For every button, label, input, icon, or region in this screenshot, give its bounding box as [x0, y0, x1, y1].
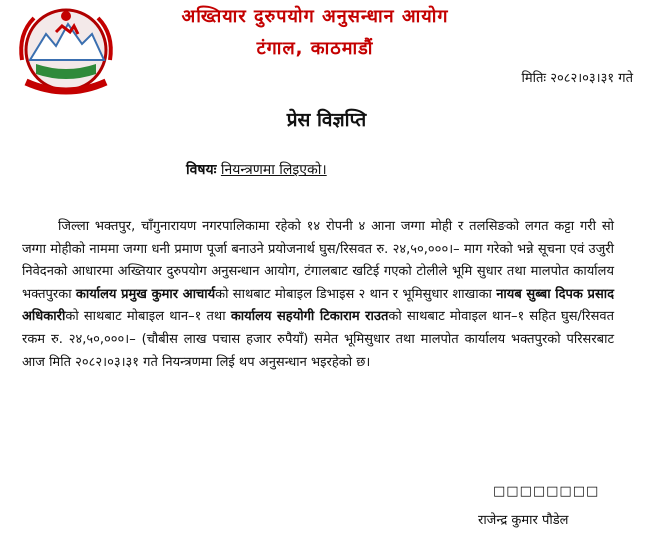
signature-placeholder: □□□□□□□□ — [493, 484, 600, 499]
official-name-1: कार्यालय प्रमुख कुमार आचार्य — [75, 286, 216, 302]
subject-text: नियन्त्रणमा लिइएको। — [220, 162, 327, 178]
org-name: अख्तियार दुरुपयोग अनुसन्धान आयोग — [181, 6, 449, 27]
official-name-3: कार्यालय सहयोगी टिकाराम राउत — [230, 309, 389, 325]
body-paragraph — [22, 216, 614, 374]
body-text-part-2: को साथबाट मोबाइल डिभाइस २ थान र भूमिसुधार शाखाका — [215, 286, 497, 302]
document-title: प्रेस विज्ञप्ति — [286, 109, 367, 131]
body-text-part-4: को साथबाट मोवाइल थान–१ सहित घुस/रिसवत रकम रु. २४,५०,०००।– (चौबीस लाख पचास हजार रुपैयाँ) समेत भूमिसुधार तथा मालपोत कार्यालय भक्तपुरको परिसरबाट आज मिति २०८२।०३।३१ गते नियन्त्रणमा लिई थप अनुसन्धान भइरहेको छ। — [22, 309, 615, 370]
official-name-2: नायब सुब्बा दिपक प्रसाद अधिकारी — [22, 286, 615, 325]
issue-date: मितिः २०८२।०३।३१ गते — [521, 71, 633, 86]
signatory-name: राजेन्द्र कुमार पौडेल — [478, 513, 569, 528]
org-location: टंगाल, काठमाडौं — [256, 38, 374, 59]
subject-line — [186, 160, 327, 179]
body-text-part-1: जिल्ला भक्तपुर, चाँगुनारायण नगरपालिकामा रहेको १४ रोपनी ४ आना जग्गा मोही र तलसिङको लगत कट्टा गरी सो जग्गा मोहीको नाममा जग्गा धनी प्रमाण पूर्जा बनाउने प्रयोजनार्थ घुस/रिसवत रु. २४,५०,०००।– माग गरेको भन्ने सूचना एवं उजुरी निवेदनको आधारमा अख्तियार दुरुपयोग अनुसन्धान आयोग, टंगालबाट खटिई गएको टोलीले भूमि सुधार तथा मालपोत कार्यालय भक्तपुरका — [22, 219, 614, 302]
nepal-government-emblem-icon — [12, 4, 120, 100]
subject-label: विषयः — [186, 162, 217, 178]
body-text-part-3: को साथबाट मोबाइल थान–१ तथा — [65, 309, 231, 325]
